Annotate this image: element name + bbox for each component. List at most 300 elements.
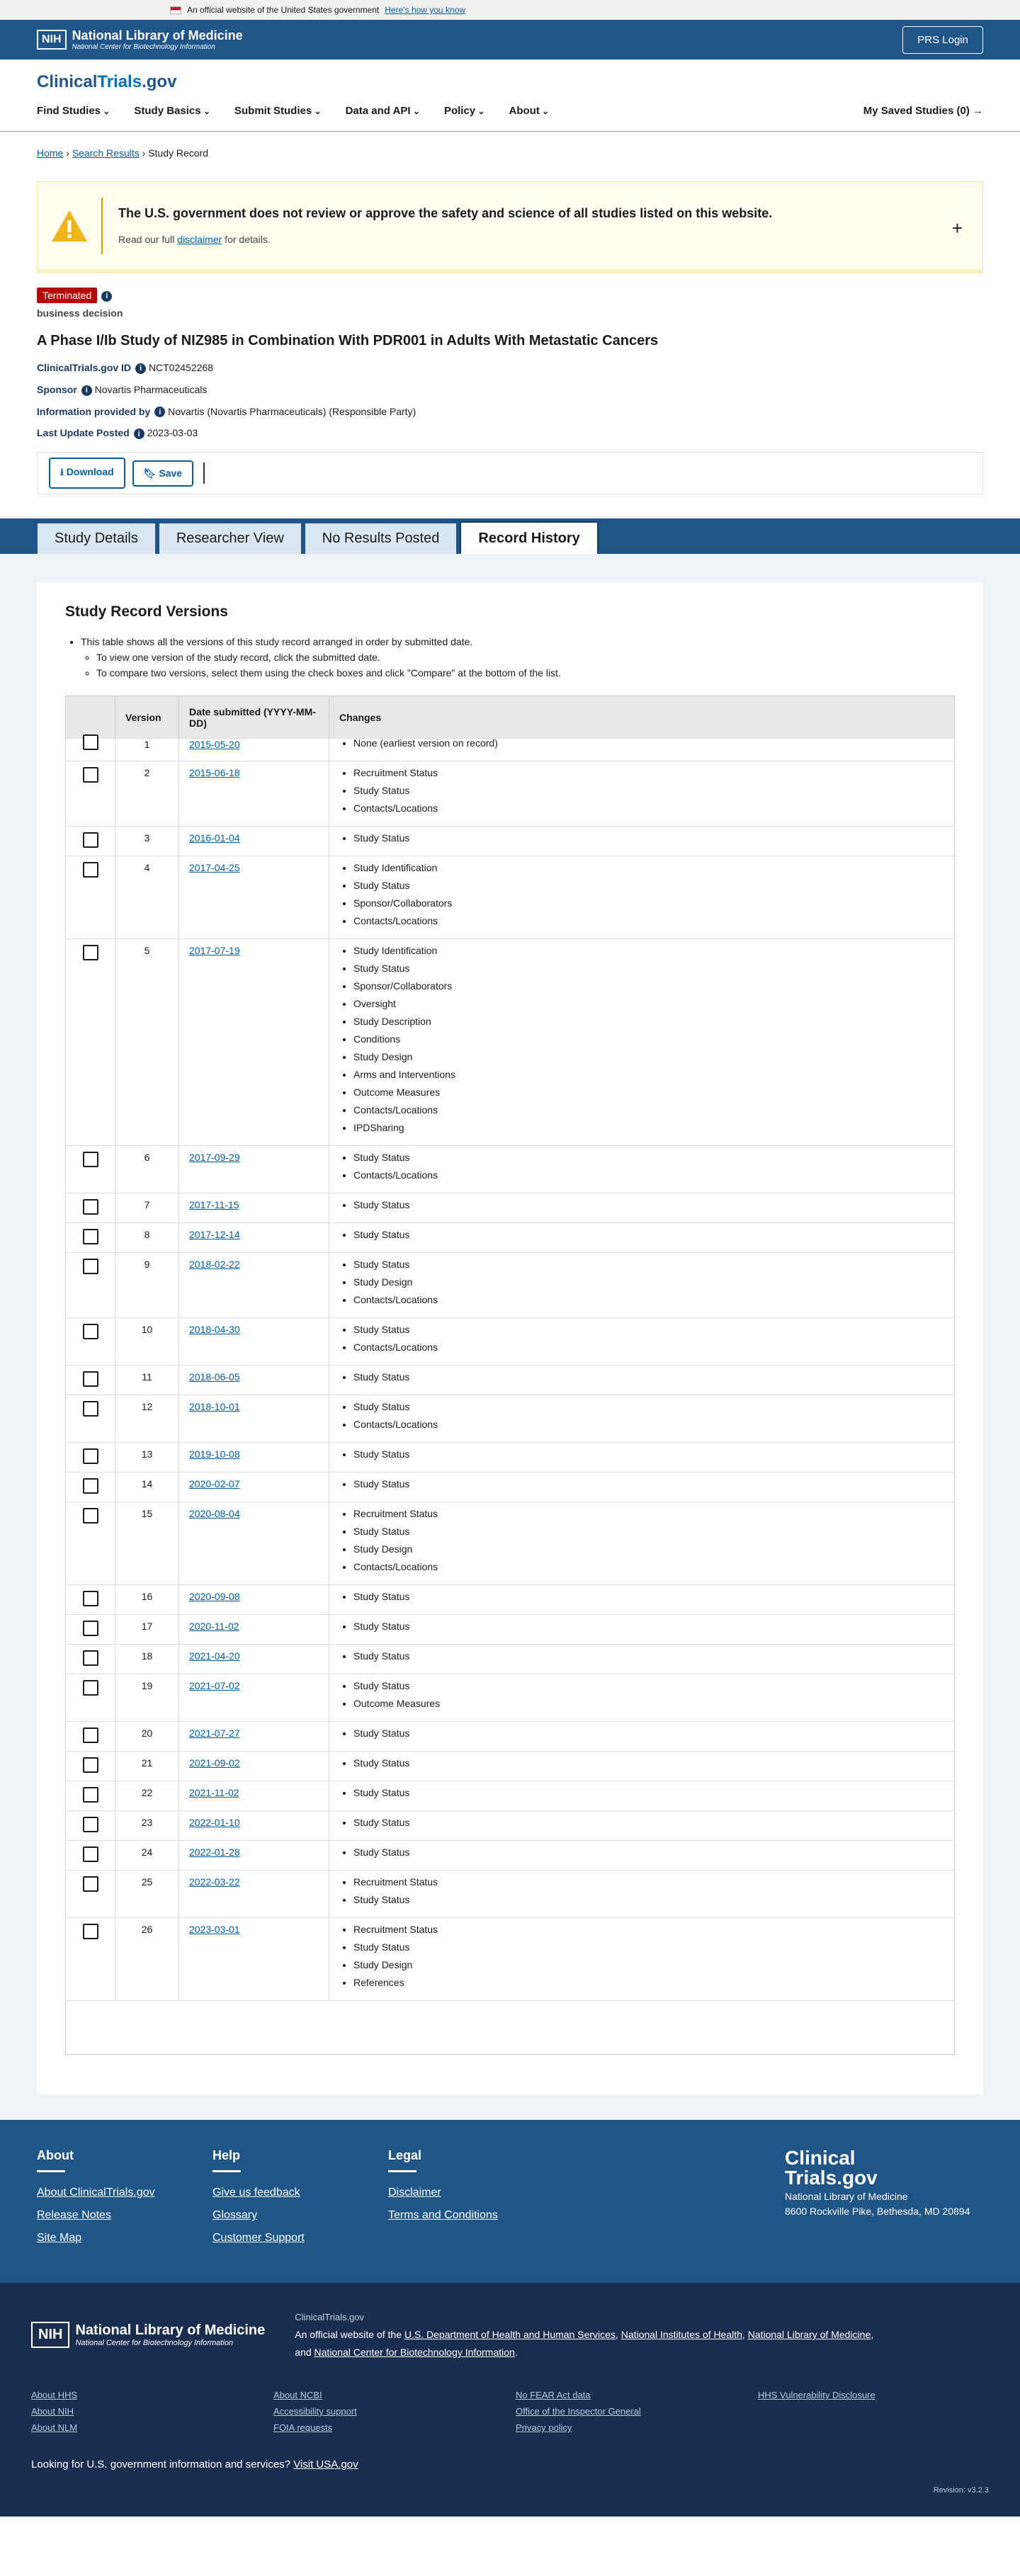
empty-cell — [758, 2406, 1000, 2417]
date-cell — [179, 827, 329, 856]
version-number: 23 — [115, 1811, 179, 1841]
version-checkbox[interactable] — [83, 1924, 98, 1939]
version-date-link[interactable]: 2021-07-02 — [189, 1680, 240, 1692]
table-row — [66, 1223, 955, 1253]
chevron-right-icon: › — [142, 147, 149, 159]
change-item: • Contacts/Locations — [353, 1341, 944, 1354]
version-checkbox[interactable] — [83, 1259, 98, 1274]
version-date-link[interactable]: 2017-12-14 — [189, 1229, 240, 1241]
version-number: 13 — [115, 1443, 179, 1473]
version-number: 20 — [115, 1722, 179, 1752]
change-item: • Study Status — [353, 1727, 944, 1740]
change-item: • Contacts/Locations — [353, 1104, 944, 1116]
chevron-down-icon: ⌄ — [410, 106, 420, 116]
table-footer-cell — [66, 2001, 955, 2055]
warning-icon — [38, 198, 103, 254]
save-label: Save — [159, 467, 183, 479]
select-cell — [66, 1473, 115, 1502]
history-heading: Study Record Versions — [65, 603, 228, 620]
footer-org: National Library of Medicine — [785, 2191, 908, 2203]
version-checkbox[interactable] — [83, 1448, 98, 1464]
col-date: Date submitted (YYYY-MM-DD) — [179, 696, 329, 739]
nih-footer-link-hhs-vulnerability-disclosure[interactable]: HHS Vulnerability Disclosure — [758, 2390, 876, 2401]
empty-cell — [758, 2422, 1000, 2433]
table-row — [66, 1645, 955, 1674]
change-item: • Conditions — [353, 1033, 944, 1045]
changes-cell — [329, 1871, 955, 1918]
version-date-link[interactable]: 2022-01-28 — [189, 1846, 240, 1859]
changes-cell — [329, 1841, 955, 1871]
table-row — [66, 1146, 955, 1193]
date-cell — [179, 1781, 329, 1811]
version-number: 21 — [115, 1752, 179, 1781]
version-checkbox[interactable] — [83, 1727, 98, 1743]
disclaimer-heading: The U.S. government does not review or approve the safety and science of all studies listed on this website. — [118, 206, 773, 220]
version-number: 3 — [115, 827, 179, 856]
change-item: • Study Status — [353, 1846, 944, 1859]
content-area — [0, 554, 1020, 2120]
version-checkbox[interactable] — [83, 1817, 98, 1832]
table-row — [66, 1253, 955, 1318]
nav-item-data-and-api[interactable] — [346, 105, 420, 117]
version-date-link[interactable]: 2018-02-22 — [189, 1259, 240, 1271]
disclaimer-text — [118, 234, 772, 245]
changes-cell — [329, 1443, 955, 1473]
change-item: • Recruitment Status — [353, 1508, 944, 1520]
note-item: ◦ To view one version of the study record, click the submitted date. — [96, 652, 955, 663]
site-logo[interactable] — [37, 72, 983, 92]
info-icon[interactable]: i — [154, 407, 165, 417]
table-row — [66, 1318, 955, 1366]
version-date-link[interactable]: 2015-06-18 — [189, 767, 240, 779]
nav-item-label: Study Basics — [134, 105, 201, 117]
change-item: • Study Identification — [353, 862, 944, 874]
version-date-link[interactable]: 2021-09-02 — [189, 1757, 240, 1769]
usa-gov-link[interactable]: Visit USA.gov — [293, 2458, 358, 2471]
date-cell — [179, 1502, 329, 1585]
nih-footer-link-about-nih[interactable]: About NIH — [31, 2406, 74, 2417]
version-date-link[interactable]: 2016-01-04 — [189, 832, 240, 844]
footer-link-disclaimer[interactable]: Disclaimer — [388, 2186, 441, 2199]
table-row — [66, 1615, 955, 1645]
version-checkbox[interactable] — [83, 1199, 98, 1215]
date-cell — [179, 1193, 329, 1223]
site-header — [0, 59, 1020, 132]
nav-item-policy[interactable] — [444, 105, 485, 117]
nih-footer-link-about-nlm[interactable]: About NLM — [31, 2422, 78, 2434]
table-row — [66, 1841, 955, 1871]
col-changes: Changes — [329, 696, 955, 739]
version-checkbox[interactable] — [83, 1621, 98, 1636]
prs-login-button[interactable]: PRS Login — [902, 26, 983, 54]
study-title: A Phase I/Ib Study of NIZ985 in Combination With PDR001 in Adults With Metastatic Cancers — [37, 333, 659, 348]
select-cell — [66, 939, 115, 1146]
ncbi-subtitle: National Center for Biotechnology Information — [72, 43, 215, 51]
change-item: • Study Status — [353, 1526, 944, 1538]
nih-footer-link-foia-requests[interactable]: FOIA requests — [273, 2422, 333, 2434]
select-cell — [66, 827, 115, 856]
change-item: • Recruitment Status — [353, 1924, 944, 1936]
nih-footer-link-accessibility-support[interactable]: Accessibility support — [273, 2406, 357, 2417]
action-bar — [37, 452, 983, 494]
nav-item-submit-studies[interactable] — [234, 105, 322, 117]
version-date-link[interactable]: 2023-03-01 — [189, 1924, 240, 1936]
version-checkbox[interactable] — [83, 862, 98, 878]
change-item: • Study Status — [353, 1229, 944, 1241]
change-item: • Contacts/Locations — [353, 915, 944, 927]
footer-link-about-clinicaltrials-gov[interactable]: About ClinicalTrials.gov — [37, 2186, 155, 2199]
version-number: 22 — [115, 1781, 179, 1811]
table-row — [66, 1443, 955, 1473]
change-item: • Study Status — [353, 832, 944, 844]
version-checkbox[interactable] — [83, 1152, 98, 1167]
us-flag-icon — [170, 6, 181, 14]
version-date-link[interactable]: 2017-07-19 — [189, 945, 240, 957]
change-item: • Study Status — [353, 1817, 944, 1829]
change-item: • Recruitment Status — [353, 767, 944, 779]
disclaimer-link[interactable]: disclaimer — [177, 234, 222, 245]
date-cell — [179, 1223, 329, 1253]
footer-legal — [388, 2148, 564, 2254]
change-item: • Study Status — [353, 1324, 944, 1336]
version-checkbox[interactable] — [83, 1846, 98, 1862]
select-cell — [66, 1811, 115, 1841]
meta-sponsor-row — [37, 384, 983, 396]
changes-cell — [329, 761, 955, 827]
tab-bar — [0, 518, 1020, 554]
table-footer-space — [66, 2001, 955, 2055]
disclaimer-pre: Read our full — [118, 234, 178, 245]
study-id: NCT02452268 — [148, 362, 213, 373]
nih-footer-text: ClinicalTrials.gov An official website of the U.S. Department of Health and Human Services, National Institutes of Health, National Library of Medicine, and National Center for Biotechnology Information. — [295, 2308, 873, 2361]
version-date-link[interactable]: 2021-11-02 — [189, 1787, 239, 1799]
version-date-link[interactable]: 2020-02-07 — [189, 1478, 240, 1490]
version-checkbox[interactable] — [83, 1478, 98, 1494]
version-checkbox[interactable] — [83, 832, 98, 848]
nlm-title: National Library of Medicine — [72, 28, 243, 42]
version-date-link[interactable]: 2020-08-04 — [189, 1508, 240, 1520]
select-cell — [66, 1615, 115, 1645]
changes-cell — [329, 827, 955, 856]
footer-logo-line1: Clinical — [785, 2147, 856, 2169]
nih-footer — [0, 2283, 1020, 2517]
table-row — [66, 1674, 955, 1722]
change-item: • Sponsor/Collaborators — [353, 897, 944, 909]
version-number: 25 — [115, 1871, 179, 1918]
table-row — [66, 1473, 955, 1502]
note-item: ◦ To compare two versions, select them using the check boxes and click "Compare" at the bottom of the list. — [96, 667, 955, 679]
nih-footer-logo-box: NIH — [31, 2322, 69, 2348]
change-item: • References — [353, 1977, 944, 1989]
changes-cell — [329, 1366, 955, 1395]
select-cell — [66, 1585, 115, 1615]
nih-footer-link-no-fear-act-data[interactable]: No FEAR Act data — [516, 2390, 591, 2401]
change-item: • Outcome Measures — [353, 1086, 944, 1099]
version-date-link[interactable]: 2021-07-27 — [189, 1727, 240, 1740]
date-cell — [179, 1473, 329, 1502]
changes-cell — [329, 1615, 955, 1645]
nih-footer-subtitle: National Center for Biotechnology Information — [75, 2339, 234, 2348]
and-text: and — [295, 2347, 314, 2359]
change-item: • Study Identification — [353, 945, 944, 957]
footer-link-site-map[interactable]: Site Map — [37, 2232, 82, 2245]
chevron-down-icon: ⌄ — [539, 106, 550, 116]
table-row — [66, 856, 955, 939]
select-cell — [66, 856, 115, 939]
table-row — [66, 1722, 955, 1752]
change-item: • Study Design — [353, 1051, 944, 1063]
change-item: • Study Status — [353, 1152, 944, 1164]
select-cell — [66, 1752, 115, 1781]
changes-cell — [329, 1645, 955, 1674]
change-item: • Recruitment Status — [353, 1876, 944, 1888]
version-number: 14 — [115, 1473, 179, 1502]
version-date-link[interactable]: 2022-03-22 — [189, 1876, 240, 1888]
changes-cell — [329, 1674, 955, 1722]
version-checkbox[interactable] — [83, 767, 98, 783]
study-header — [0, 273, 1020, 439]
version-date-link[interactable]: 2018-10-01 — [189, 1401, 240, 1413]
version-checkbox[interactable] — [83, 1876, 98, 1892]
table-row — [66, 1395, 955, 1443]
footer-logo-line2: Trials.gov — [785, 2167, 878, 2189]
version-date-link[interactable]: 2021-04-20 — [189, 1650, 240, 1662]
version-checkbox[interactable] — [83, 1787, 98, 1803]
nih-logo[interactable] — [37, 28, 243, 51]
study-meta — [37, 362, 983, 439]
nav-item-label: Data and API — [345, 105, 411, 117]
nav-item-label: Find Studies — [37, 105, 101, 117]
date-cell — [179, 1146, 329, 1193]
version-checkbox[interactable] — [83, 1324, 98, 1339]
table-row — [66, 1811, 955, 1841]
gov-banner-text: An official website of the United States government — [187, 5, 380, 15]
nav-item-find-studies[interactable] — [37, 105, 110, 117]
change-item: • Study Status — [353, 1591, 944, 1603]
nav-item-label: Policy — [443, 105, 476, 117]
version-checkbox[interactable] — [83, 1508, 98, 1524]
version-date-link[interactable]: 2020-11-02 — [189, 1621, 239, 1633]
version-checkbox[interactable] — [83, 1591, 98, 1606]
nav-item-study-basics[interactable] — [134, 105, 210, 117]
footer-link-give-us-feedback[interactable]: Give us feedback — [212, 2186, 300, 2199]
nih-link[interactable]: National Institutes of Health — [620, 2329, 742, 2341]
download-label: Download — [66, 466, 114, 478]
version-number: 9 — [115, 1253, 179, 1318]
nih-footer-link-about-hhs[interactable]: About HHS — [31, 2390, 78, 2401]
changes-cell — [329, 1223, 955, 1253]
my-saved-studies-link[interactable] — [863, 105, 983, 117]
changes-cell — [329, 739, 955, 761]
date-cell — [179, 1253, 329, 1318]
version-date-link[interactable]: 2020-09-08 — [189, 1591, 240, 1603]
site-footer — [0, 2120, 1020, 2283]
footer-link-terms-and-conditions[interactable]: Terms and Conditions — [388, 2209, 498, 2222]
footer-address: 8600 Rockville Pike, Bethesda, MD 20894 — [785, 2206, 970, 2218]
chevron-down-icon: ⌄ — [475, 106, 485, 116]
breadcrumb — [0, 132, 1020, 174]
version-checkbox[interactable] — [83, 945, 98, 960]
divider — [203, 463, 205, 484]
sponsor-label: Sponsor — [37, 383, 77, 395]
footer-link-glossary[interactable]: Glossary — [212, 2209, 258, 2222]
change-item: • Study Status — [353, 963, 944, 975]
version-checkbox[interactable] — [83, 1680, 98, 1696]
version-number: 19 — [115, 1674, 179, 1722]
chevron-down-icon: ⌄ — [101, 106, 110, 116]
tab-record-history[interactable]: Record History — [460, 521, 598, 554]
date-cell — [179, 856, 329, 939]
select-cell — [66, 739, 115, 761]
change-item: • Study Design — [353, 1276, 944, 1288]
table-row — [66, 1871, 955, 1918]
tab-researcher-view[interactable]: Researcher View — [159, 523, 302, 554]
change-item: • Arms and Interventions — [353, 1069, 944, 1081]
tab-study-details[interactable]: Study Details — [37, 523, 156, 554]
breadcrumb-current: Study Record — [148, 147, 209, 159]
record-history-card — [37, 582, 983, 2094]
select-cell — [66, 1781, 115, 1811]
usa-gov-line — [31, 2458, 989, 2470]
breadcrumb-home[interactable]: Home — [37, 147, 64, 159]
nlm-link[interactable]: National Library of Medicine — [747, 2329, 871, 2341]
version-number: 5 — [115, 939, 179, 1146]
version-number: 7 — [115, 1193, 179, 1223]
expand-plus-icon[interactable]: + — [951, 217, 963, 239]
table-row — [66, 739, 955, 761]
version-date-link[interactable]: 2017-09-29 — [189, 1152, 240, 1164]
select-cell — [66, 1223, 115, 1253]
date-cell — [179, 1366, 329, 1395]
nih-footer-link-privacy-policy[interactable]: Privacy policy — [516, 2422, 572, 2434]
ncbi-link[interactable]: National Center for Biotechnology Information — [314, 2347, 515, 2359]
info-icon[interactable]: i — [81, 385, 92, 396]
select-cell — [66, 1443, 115, 1473]
select-cell — [66, 1395, 115, 1443]
select-cell — [66, 761, 115, 827]
save-button[interactable] — [132, 460, 193, 487]
changes-cell — [329, 1193, 955, 1223]
logo-part-clinical: Clinical — [37, 72, 98, 91]
date-cell — [179, 1722, 329, 1752]
revision: Revision: v3.2.3 — [933, 2486, 989, 2495]
arrow-right-icon: → — [973, 105, 983, 117]
version-date-link[interactable]: 2018-06-05 — [189, 1371, 240, 1383]
version-date-link[interactable]: 2015-05-20 — [189, 739, 240, 751]
disclaimer-post: for details. — [222, 234, 271, 245]
footer-link-customer-support[interactable]: Customer Support — [212, 2232, 305, 2245]
date-cell — [179, 761, 329, 827]
table-row — [66, 1585, 955, 1615]
table-row — [66, 1193, 955, 1223]
nih-logo-box: NIH — [37, 30, 67, 50]
nih-footer-link-about-ncbi[interactable]: About NCBI — [273, 2390, 322, 2401]
version-checkbox[interactable] — [83, 1229, 98, 1244]
version-date-link[interactable]: 2018-04-30 — [189, 1324, 240, 1336]
date-cell — [179, 1811, 329, 1841]
nih-bar — [0, 20, 1020, 59]
date-cell — [179, 1871, 329, 1918]
info-icon[interactable]: i — [101, 291, 112, 302]
select-cell — [66, 1841, 115, 1871]
change-item: • Study Status — [353, 1787, 944, 1799]
version-checkbox[interactable] — [83, 1401, 98, 1417]
footer-link-release-notes[interactable]: Release Notes — [37, 2209, 111, 2222]
changes-cell — [329, 1918, 955, 2001]
select-cell — [66, 1366, 115, 1395]
version-checkbox[interactable] — [83, 734, 98, 750]
table-row — [66, 1918, 955, 2001]
nih-footer-site: ClinicalTrials.gov — [295, 2312, 365, 2323]
select-cell — [66, 1502, 115, 1585]
sponsor-value: Novartis Pharmaceuticals — [94, 383, 208, 395]
change-item: • Study Status — [353, 1680, 944, 1692]
heres-how-you-know-link[interactable]: Here's how you know — [385, 5, 465, 15]
download-button[interactable] — [49, 458, 125, 489]
version-date-link[interactable]: 2017-04-25 — [189, 862, 240, 874]
change-item: • Sponsor/Collaborators — [353, 980, 944, 992]
changes-cell — [329, 1752, 955, 1781]
change-item: • Contacts/Locations — [353, 1294, 944, 1306]
table-row — [66, 1781, 955, 1811]
changes-cell — [329, 1811, 955, 1841]
info-icon[interactable]: i — [134, 429, 144, 439]
select-cell — [66, 1193, 115, 1223]
usa-text: Looking for U.S. government information and services? — [31, 2458, 291, 2471]
version-date-link[interactable]: 2017-11-15 — [189, 1199, 239, 1211]
version-date-link[interactable]: 2022-01-10 — [189, 1817, 240, 1829]
date-cell — [179, 1752, 329, 1781]
nih-footer-logo[interactable] — [31, 2308, 265, 2361]
change-item: • Outcome Measures — [353, 1698, 944, 1710]
breadcrumb-search-results[interactable]: Search Results — [72, 147, 140, 159]
footer-help-heading: Help — [212, 2148, 241, 2172]
changes-cell — [329, 1318, 955, 1366]
table-row — [66, 827, 955, 856]
change-item: • None (earliest version on record) — [353, 737, 944, 749]
change-item: • Contacts/Locations — [353, 802, 944, 815]
date-cell — [179, 1318, 329, 1366]
change-item: • Study Status — [353, 1259, 944, 1271]
info-icon[interactable]: i — [135, 363, 146, 374]
changes-cell — [329, 1253, 955, 1318]
select-cell — [66, 1722, 115, 1752]
version-number: 18 — [115, 1645, 179, 1674]
version-checkbox[interactable] — [83, 1757, 98, 1773]
table-row — [66, 1752, 955, 1781]
version-date-link[interactable]: 2019-10-08 — [189, 1448, 240, 1460]
select-cell — [66, 1871, 115, 1918]
date-cell — [179, 1645, 329, 1674]
nih-footer-links — [31, 2390, 989, 2433]
nih-footer-link-office-of-the-inspector-general[interactable]: Office of the Inspector General — [516, 2406, 641, 2417]
version-number: 16 — [115, 1585, 179, 1615]
hhs-link[interactable]: U.S. Department of Health and Human Services — [404, 2329, 616, 2341]
version-checkbox[interactable] — [83, 1650, 98, 1666]
change-item: • Study Status — [353, 1199, 944, 1211]
main-nav — [37, 105, 983, 117]
change-item: • IPDSharing — [353, 1122, 944, 1134]
select-cell — [66, 1318, 115, 1366]
version-number: 26 — [115, 1918, 179, 2001]
footer-about — [37, 2148, 212, 2254]
footer-logo — [785, 2148, 983, 2254]
version-checkbox[interactable] — [83, 1371, 98, 1387]
nav-item-about[interactable] — [509, 105, 550, 117]
changes-cell — [329, 856, 955, 939]
change-item: • Study Design — [353, 1543, 944, 1555]
tab-no-results-posted[interactable]: No Results Posted — [305, 523, 458, 554]
